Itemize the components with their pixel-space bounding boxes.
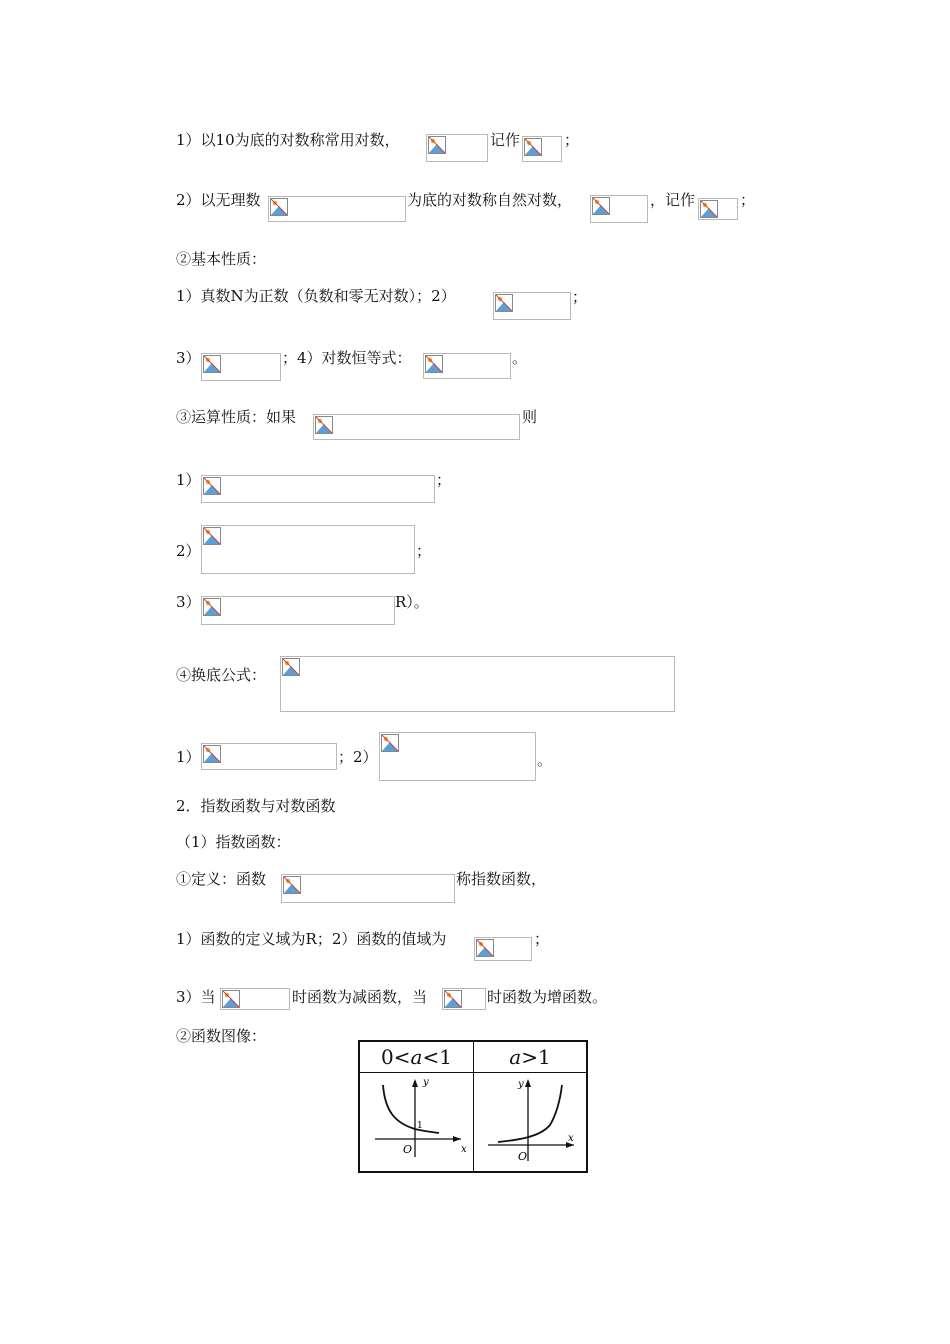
text-decreasing: 时函数为减函数，当 xyxy=(292,988,428,1006)
header-a: a xyxy=(509,1045,522,1069)
text-semicolon: ； xyxy=(572,288,588,306)
text-property-3: 3） xyxy=(176,349,201,367)
function-graph-table xyxy=(358,1040,588,1173)
broken-image-icon xyxy=(425,355,443,373)
header-increasing-case xyxy=(474,1041,588,1073)
header-gt: > xyxy=(521,1045,538,1069)
formula-image xyxy=(201,743,337,770)
broken-image-icon xyxy=(495,294,513,312)
broken-image-icon xyxy=(203,477,221,495)
text-common-log: 1）以10为底的对数称常用对数， xyxy=(176,131,400,149)
graph-decreasing-cell xyxy=(359,1073,474,1173)
section-change-of-base: ④换底公式： xyxy=(176,666,267,684)
text-definition: ①定义：函数 xyxy=(176,870,267,888)
text-cb-2: ；2） xyxy=(338,748,378,766)
text-op-2: 2） xyxy=(176,542,201,560)
text-property-1-2: 1）真数N为正数（负数和零无对数）；2） xyxy=(176,287,456,305)
formula-image xyxy=(379,732,536,781)
broken-image-icon xyxy=(270,198,288,216)
text-cb-1: 1） xyxy=(176,748,201,766)
formula-image xyxy=(493,292,571,320)
formula-image xyxy=(474,937,532,961)
text-natural-log: 为底的对数称自然对数， xyxy=(407,191,573,209)
text-semicolon: ； xyxy=(740,191,756,209)
text-natural-log-prefix: 2）以无理数 xyxy=(176,191,261,209)
x-arrow xyxy=(453,1136,461,1142)
broken-image-icon xyxy=(524,138,542,156)
decreasing-curve xyxy=(383,1085,439,1133)
broken-image-icon xyxy=(203,745,221,763)
text-log-identity: ；4）对数恒等式： xyxy=(282,349,412,367)
formula-image xyxy=(280,656,675,712)
formula-image xyxy=(313,414,520,440)
broken-image-icon xyxy=(203,598,221,616)
broken-image-icon xyxy=(476,939,494,957)
formula-image xyxy=(423,353,511,379)
broken-image-icon xyxy=(428,136,446,154)
origin-label: O xyxy=(518,1150,528,1163)
header-one: 1 xyxy=(537,1045,551,1069)
broken-image-icon xyxy=(315,416,333,434)
formula-image xyxy=(281,874,455,903)
text-ze: 则 xyxy=(522,408,538,426)
formula-image xyxy=(426,134,488,162)
section-operation-properties: ③运算性质：如果 xyxy=(176,408,297,426)
formula-image xyxy=(201,525,415,574)
section-exponential-function: （1）指数函数： xyxy=(176,833,291,851)
text-semicolon: ； xyxy=(564,131,580,149)
increasing-curve xyxy=(498,1085,562,1142)
broken-image-icon xyxy=(444,990,462,1008)
formula-image xyxy=(220,988,290,1010)
y-label: y xyxy=(518,1079,524,1090)
formula-image xyxy=(590,195,648,223)
broken-image-icon xyxy=(381,734,399,752)
formula-image xyxy=(442,988,486,1010)
graph-decreasing xyxy=(361,1073,473,1167)
header-lt: < xyxy=(422,1045,440,1069)
header-decreasing-case xyxy=(359,1041,474,1073)
text-semicolon: ； xyxy=(436,471,452,489)
text-increasing: 时函数为增函数。 xyxy=(487,988,608,1006)
broken-image-icon xyxy=(222,990,240,1008)
section-exp-log-functions: 2．指数函数与对数函数 xyxy=(176,797,336,815)
section-basic-properties: ②基本性质： xyxy=(176,250,267,268)
header-zero: 0 xyxy=(381,1045,394,1069)
y-arrow xyxy=(525,1079,531,1087)
formula-image xyxy=(522,136,562,162)
broken-image-icon xyxy=(203,355,221,373)
broken-image-icon xyxy=(282,658,300,676)
x-label: x xyxy=(460,1144,467,1155)
y-label: y xyxy=(422,1077,429,1088)
text-monotonic-when: 3）当 xyxy=(176,988,216,1006)
header-lt: < xyxy=(393,1045,411,1069)
graph-increasing-cell xyxy=(474,1073,588,1173)
text-r-period: R）。 xyxy=(395,593,429,611)
broken-image-icon xyxy=(700,200,718,218)
formula-image xyxy=(268,196,406,222)
text-ji-zuo-2: ，记作 xyxy=(650,191,696,209)
broken-image-icon xyxy=(592,197,610,215)
formula-image xyxy=(201,353,281,381)
formula-image xyxy=(201,475,435,503)
x-label: x xyxy=(568,1133,574,1144)
header-one: 1 xyxy=(439,1045,452,1069)
y-arrow xyxy=(412,1079,418,1087)
text-called-exp: 称指数函数， xyxy=(456,870,547,888)
graph-increasing xyxy=(474,1073,586,1167)
text-semicolon: ； xyxy=(534,930,550,948)
origin-label: O xyxy=(402,1143,412,1156)
text-period: 。 xyxy=(537,751,553,769)
text-period: 。 xyxy=(512,349,528,367)
text-op-3: 3） xyxy=(176,593,201,611)
text-semicolon: ； xyxy=(416,542,432,560)
intercept-label: 1 xyxy=(416,1121,423,1131)
header-a: a xyxy=(410,1045,423,1069)
section-function-graph: ②函数图像： xyxy=(176,1027,267,1045)
formula-image xyxy=(201,596,395,625)
text-op-1: 1） xyxy=(176,471,201,489)
formula-image xyxy=(698,198,738,220)
text-domain-range: 1）函数的定义域为R；2）函数的值域为 xyxy=(176,930,447,948)
broken-image-icon xyxy=(203,527,221,545)
broken-image-icon xyxy=(283,876,301,894)
text-ji-zuo: 记作 xyxy=(490,131,521,149)
